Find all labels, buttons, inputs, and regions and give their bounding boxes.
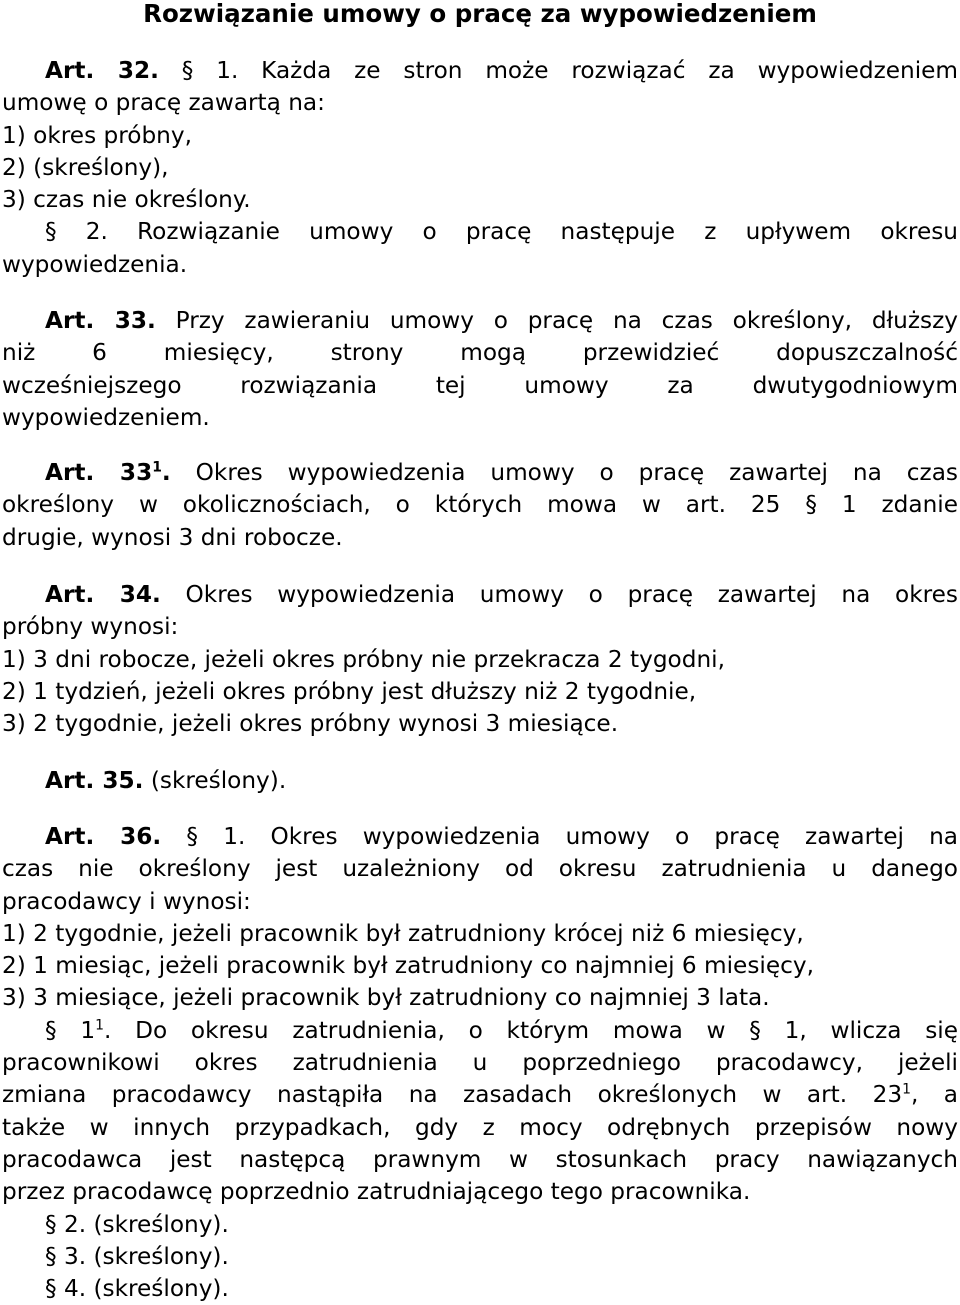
article-32-item-3: 3) czas nie określony. [2, 186, 251, 214]
article-36 [2, 821, 958, 1305]
article-33-1-line-3: drugie, wynosi 3 dni robocze. [2, 523, 343, 551]
article-32-item-1: 1) okres próbny, [2, 121, 192, 149]
article-33-line-4: wypowiedzeniem. [2, 403, 210, 431]
article-34-item-1: 1) 3 dni robocze, jeżeli okres próbny nie przekracza 2 tygodni, [2, 645, 725, 673]
superscript: 1 [902, 1081, 911, 1098]
article-34-text: Okres wypowiedzenia umowy o pracę zawartej na okres [185, 581, 958, 608]
article-36-text: § 1. Okres wypowiedzenia umowy o pracę zawartej na [186, 823, 958, 850]
article-33-text: Przy zawieraniu umowy o pracę na czas określony, dłuższy [175, 307, 958, 334]
article-36-label: Art. 36. [45, 823, 162, 850]
article-34-label: Art. 34. [45, 581, 161, 608]
article-36-par-1-1-line-5: pracodawca jest następcą prawnym w stosunkach pracy nawiązanych [2, 1145, 958, 1173]
article-32-line-1 [2, 55, 958, 87]
article-36-par-4: § 4. (skreślony). [45, 1275, 229, 1303]
article-33-1-label: Art. $33^1$. [45, 459, 171, 486]
superscript: 1 [152, 459, 162, 476]
article-33 [2, 305, 958, 434]
article-36-par-1-1-line-6: przez pracodawcę poprzednio zatrudniającego tego pracownika. [2, 1178, 751, 1206]
article-32-line-2: umowę o pracę zawartą na: [2, 89, 325, 117]
article-36-item-1: 1) 2 tygodnie, jeżeli pracownik był zatrudniony krócej niż 6 miesięcy, [2, 919, 804, 947]
article-36-item-2: 2) 1 miesiąc, jeżeli pracownik był zatrudniony co najmniej 6 miesięcy, [2, 952, 814, 980]
article-36-par-1-1-line-2: pracownikowi okres zatrudnienia u poprzedniego pracodawcy, jeżeli [2, 1049, 958, 1077]
article-34-line-2: próbny wynosi: [2, 613, 179, 641]
article-36-par-1-1-line-1: § $1^1$. Do okresu zatrudnienia, o którym mowa w § 1, wlicza się [45, 1016, 959, 1044]
article-33-line-1 [2, 305, 958, 337]
superscript: 1 [95, 1017, 104, 1034]
article-36-line-3: pracodawcy i wynosi: [2, 887, 251, 915]
article-36-par-2: § 2. (skreślony). [45, 1210, 229, 1238]
article-36-par-1-1-line-4: także w innych przypadkach, gdy z mocy odrębnych przepisów nowy [2, 1113, 958, 1141]
article-35 [2, 765, 958, 797]
article-33-line-3: wcześniejszego rozwiązania tej umowy za dwutygodniowym [2, 371, 958, 399]
article-32 [2, 55, 958, 281]
document-title: Rozwiązanie umowy o pracę za wypowiedzeniem [143, 0, 817, 28]
article-35-text: (skreślony). [150, 767, 287, 794]
article-34 [2, 579, 958, 740]
article-36-par-3: § 3. (skreślony). [45, 1242, 229, 1270]
article-36-par-1-1-line-3: zmiana pracodawcy nastąpiła na zasadach określonych w art. $23^1$, a [2, 1081, 958, 1109]
article-32-par-2-line-2: wypowiedzenia. [2, 250, 188, 278]
article-32-par-2-line-1: § 2. Rozwiązanie umowy o pracę następuje z upływem okresu [45, 218, 958, 246]
article-36-line-1 [2, 821, 958, 853]
article-35-label: Art. 35. [45, 767, 144, 794]
article-32-text: § 1. Każda ze stron może rozwiązać za wypowiedzeniem [181, 57, 958, 84]
article-33-1-text: Okres wypowiedzenia umowy o pracę zawartej na czas [195, 459, 958, 486]
article-36-item-3: 3) 3 miesiące, jeżeli pracownik był zatrudniony co najmniej 3 lata. [2, 984, 770, 1012]
article-33-label: Art. 33. [45, 307, 156, 334]
article-33-1-line-2: określony w okolicznościach, o których mowa w art. 25 § 1 zdanie [2, 491, 958, 519]
article-33-1 [2, 457, 958, 554]
article-34-line-1 [2, 579, 958, 611]
article-32-item-2: 2) (skreślony), [2, 153, 169, 181]
article-32-label: Art. 32. [45, 57, 159, 84]
article-33-1-line-1 [2, 457, 958, 489]
article-35-line-1 [2, 765, 958, 797]
article-34-item-3: 3) 2 tygodnie, jeżeli okres próbny wynosi 3 miesiące. [2, 710, 619, 738]
article-36-line-2: czas nie określony jest uzależniony od okresu zatrudnienia u danego [2, 855, 958, 883]
article-33-line-2: niż 6 miesięcy, strony mogą przewidzieć dopuszczalność [2, 339, 958, 367]
article-34-item-2: 2) 1 tydzień, jeżeli okres próbny jest dłuższy niż 2 tygodnie, [2, 677, 697, 705]
